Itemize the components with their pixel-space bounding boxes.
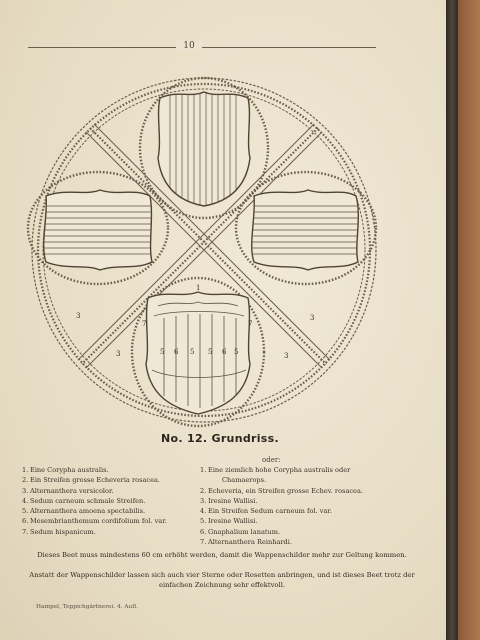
legend-item: 3. Iresine Wallisi.	[200, 496, 258, 505]
bed-number: 3	[76, 312, 81, 320]
publisher-footer: Hampel, Teppichgärtnerei. 4. Aufl.	[36, 604, 138, 610]
legend-item: 6. Mesembrianthemum cordifolium fol. var.	[22, 517, 167, 526]
legend-item: Chamaerops.	[222, 476, 267, 485]
note-alternative: Anstatt der Wappenschilder lassen sich auch vier Sterne oder Rosetten anbringen, und ist dieses Beet trotz der einfachen Zeichnung sehr effektvoll.	[29, 571, 415, 589]
legend-item: 4. Ein Streifen Sedum carneum fol. var.	[200, 507, 332, 516]
garden-bed-plan	[0, 50, 440, 430]
legend-item: 7. Sedum hispanicum.	[22, 527, 96, 536]
legend-item: 3. Alternanthera versicolor.	[22, 486, 114, 495]
bed-number: 5	[234, 348, 239, 356]
shield-top	[158, 90, 250, 210]
header-rule	[28, 47, 376, 48]
bed-number: 3	[310, 314, 315, 322]
legend-item: 5. Iresine Wallisi.	[200, 517, 258, 526]
bed-number: 7	[142, 320, 147, 328]
bed-number: 5	[190, 348, 195, 356]
legend-item: 4. Sedum carneum schmale Streifen.	[22, 496, 146, 505]
planting-legend-left	[22, 465, 198, 537]
shield-left	[40, 190, 160, 270]
bed-number: 5	[208, 348, 213, 356]
legend-item: 6. Gnaphalium lanatum.	[200, 527, 281, 536]
bed-number: 7	[248, 320, 253, 328]
legend-item: 5. Alternanthera amoena spectabilis.	[22, 507, 146, 516]
bed-number: 3	[116, 350, 121, 358]
bed-number: 3	[284, 352, 289, 360]
book-binding	[446, 0, 458, 640]
bed-number: 1	[196, 284, 201, 292]
oder-label: oder:	[262, 456, 281, 464]
backdrop	[458, 0, 480, 640]
legend-item: 1. Eine ziemlich hohe Corypha australis oder	[200, 466, 351, 474]
figure-caption: No. 12. Grundriss.	[161, 432, 279, 445]
page-number: 10	[176, 41, 202, 51]
legend-item: 2. Ein Streifen grosse Echeveria rosacea.	[22, 476, 161, 485]
legend-item: 7. Alternanthera Reinhardi.	[200, 538, 292, 547]
bed-number: 5	[160, 348, 165, 356]
shield-right	[248, 190, 364, 270]
bed-number: 6	[174, 348, 179, 356]
planting-legend-right	[200, 465, 400, 547]
bed-number: 6	[222, 348, 227, 356]
legend-item: 1. Eine Corypha australis.	[22, 466, 109, 474]
note-elevation: Dieses Beet muss mindestens 60 cm erhöht werden, damit die Wappenschilder mehr zur Geltung kommen.	[37, 551, 407, 559]
legend-item: 2. Echeveria, ein Streifen grosse Echev. rosacea.	[200, 486, 363, 495]
